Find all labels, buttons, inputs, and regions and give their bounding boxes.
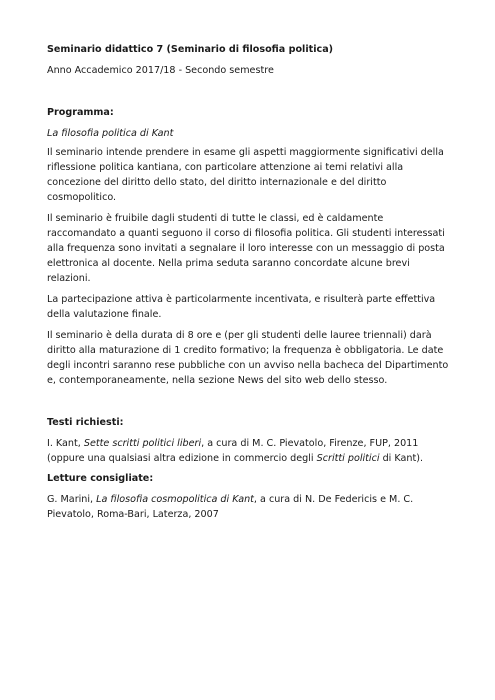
programma-paragraph: Il seminario è fruibile dagli studenti di tutte le classi, ed è caldamente raccomandato a quanti seguono il corso di filosofia politica. Gli studenti interessati alla frequenza sono invitati a segnalare il loro interesse con un messaggio di posta elettronica al docente. Nella prima seduta saranno concordate alcune brevi relazioni.	[47, 213, 445, 284]
reference-book-title-2: Scritti politici	[316, 453, 380, 464]
course-title: La filosofia politica di Kant	[47, 128, 174, 139]
reference-end: di Kant).	[379, 453, 424, 464]
reference-details: , a cura di N. De Federicis e M. C. Pievatolo, Roma-Bari, Laterza, 2007	[47, 494, 414, 520]
reference-book-title: Sette scritti politici liberi	[83, 438, 202, 449]
reference-book-title: La filosofia cosmopolitica di Kant	[96, 494, 254, 505]
reference-details: , a cura di M. C. Pievatolo, Firenze, FUP, 2011 (oppure una qualsiasi altra edizione in commercio degli	[47, 438, 419, 464]
reference-author: G. Marini,	[47, 494, 97, 505]
academic-year: Anno Accademico 2017/18 - Secondo semestre	[47, 65, 274, 76]
testi-heading: Testi richiesti:	[47, 417, 124, 428]
document-title: Seminario didattico 7 (Seminario di filosofia politica)	[47, 44, 334, 55]
programma-heading: Programma:	[47, 107, 114, 118]
testi-reference	[47, 436, 451, 466]
reference-author: I. Kant,	[47, 438, 84, 449]
programma-paragraph: La partecipazione attiva è particolarmente incentivata, e risulterà parte effettiva della valutazione finale.	[47, 294, 436, 320]
programma-paragraph: Il seminario intende prendere in esame gli aspetti maggiormente significativi della riflessione politica kantiana, con particolare attenzione ai temi relativi alla concezione del diritto dello stato, del diritto internazionale e del diritto cosmopolitico.	[47, 147, 444, 203]
letture-reference	[47, 492, 451, 522]
letture-heading: Letture consigliate:	[47, 473, 154, 484]
programma-paragraph: Il seminario è della durata di 8 ore e (per gli studenti delle lauree triennali) darà diritto alla maturazione di 1 credito formativo; la frequenza è obbligatoria. Le date degli incontri saranno rese pubbliche con un avviso nella bacheca del Dipartimento e, contemporaneamente, nella sezione News del sito web dello stesso.	[47, 330, 449, 386]
